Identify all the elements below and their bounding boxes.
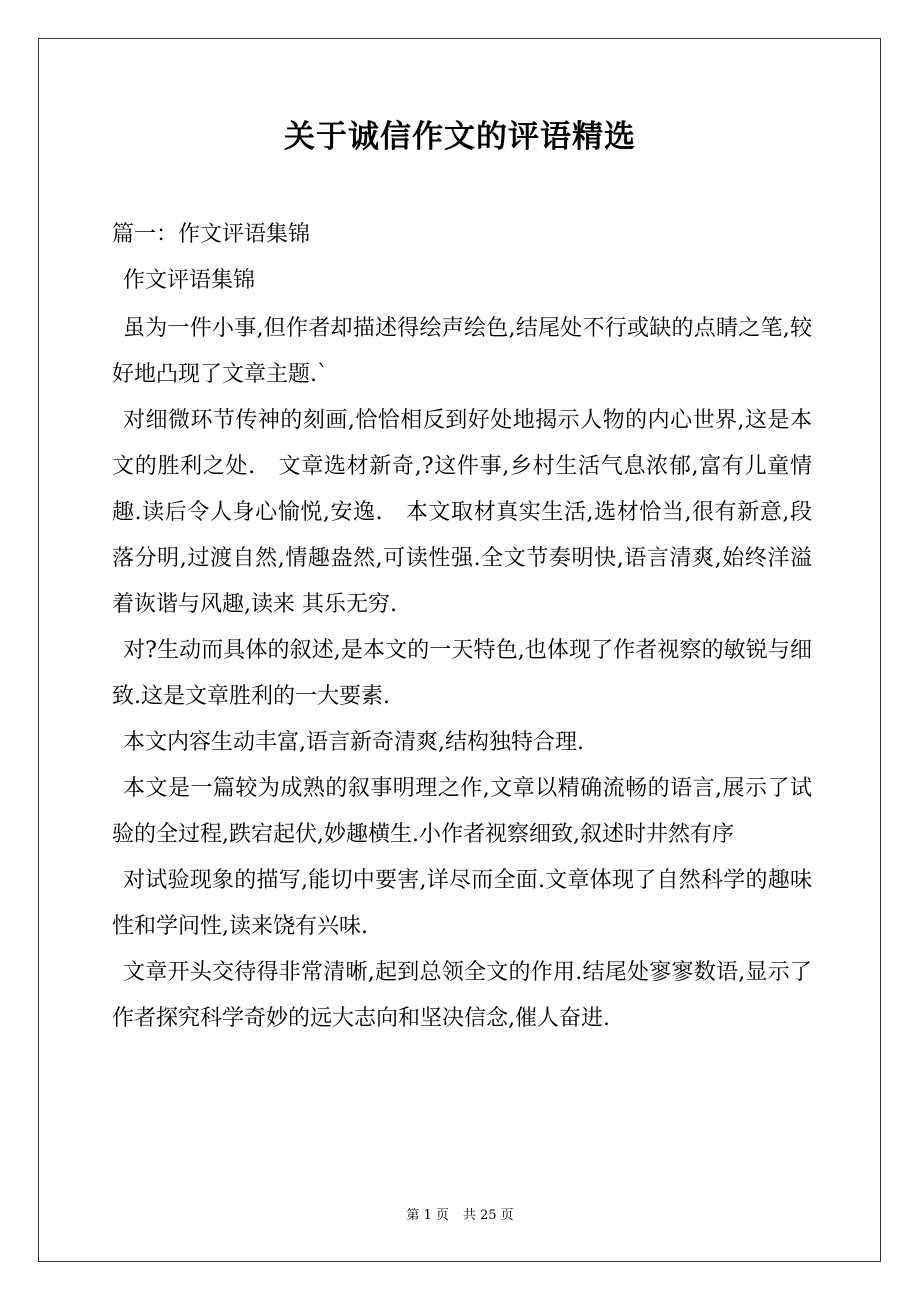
paragraph: 虽为一件小事,但作者却描述得绘声绘色,结尾处不行或缺的点睛之笔,较好地凸现了文章主题.` bbox=[112, 316, 812, 387]
paragraph: 文章开头交待得非常清晰,起到总领全文的作用.结尾处寥寥数语,显示了作者探究科学奇妙的远大志向和坚决信念,催人奋进. bbox=[112, 960, 812, 1031]
page-total: 共 25 页 bbox=[462, 1208, 514, 1223]
paragraph: 对?生动而具体的叙述,是本文的一天特色,也体现了作者视察的敏锐与细致.这是文章胜利的一大要素. bbox=[112, 638, 812, 709]
sub-heading: 作文评语集锦 bbox=[123, 268, 256, 293]
paragraph: 对细微环节传神的刻画,恰恰相反到好处地揭示人物的内心世界,这是本文的胜利之处. 文章选材新奇,?这件事,乡村生活气息浓郁,富有儿童情趣.读后令人身心愉悦,安逸. 本文取材真实生活,选材恰当,很有新意,段落分明,过渡自然,情趣盎然,可读性强.全文节奏明快,语言清爽,始终洋溢着诙谐与风趣,读来 其乐无穷. bbox=[112, 408, 812, 617]
page-number: 第 1 页 bbox=[406, 1208, 449, 1223]
section-heading: 篇一：作文评语集锦 bbox=[112, 222, 311, 247]
paragraph: 对试验现象的描写,能切中要害,详尽而全面.文章体现了自然科学的趣味性和学问性,读来饶有兴味. bbox=[112, 868, 812, 939]
paragraph: 本文内容生动丰富,语言新奇清爽,结构独特合理. bbox=[123, 730, 584, 755]
document-title: 关于诚信作文的评语精选 bbox=[284, 119, 636, 155]
paragraph: 本文是一篇较为成熟的叙事明理之作,文章以精确流畅的语言,展示了试验的全过程,跌宕起伏,妙趣横生.小作者视察细致,叙述时井然有序 bbox=[112, 776, 812, 847]
document-body bbox=[112, 212, 812, 1042]
page-footer bbox=[0, 1206, 920, 1226]
